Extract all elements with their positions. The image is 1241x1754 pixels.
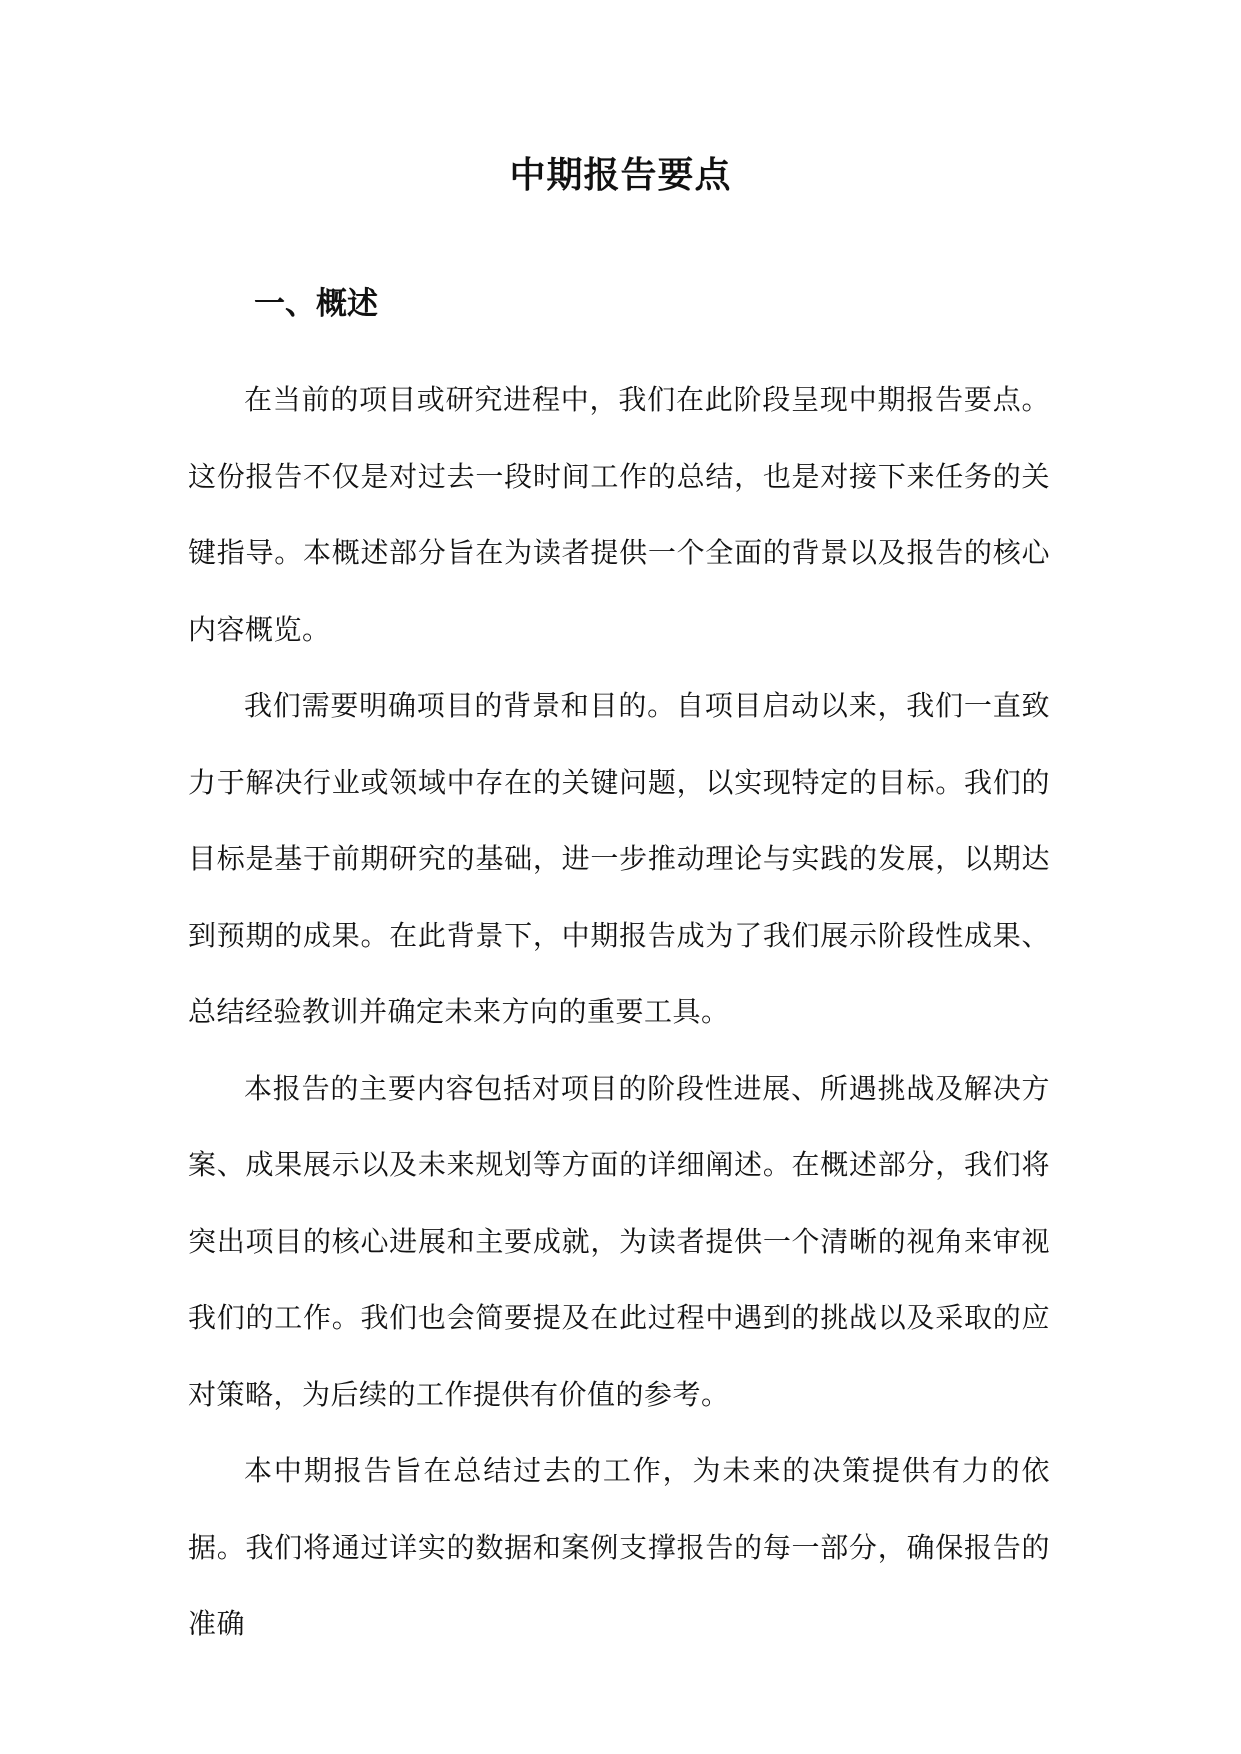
section-body [188,362,1050,1663]
document-title: 中期报告要点 [509,154,732,196]
paragraph-4: 本中期报告旨在总结过去的工作，为未来的决策提供有力的依据。我们将通过详实的数据和案例支撑报告的每一部分，确保报告的准确 [188,1454,1050,1640]
paragraph-2: 我们需要明确项目的背景和目的。自项目启动以来，我们一直致力于解决行业或领域中存在的关键问题，以实现特定的目标。我们的目标是基于前期研究的基础，进一步推动理论与实践的发展，以期达到预期的成果。在此背景下，中期报告成为了我们展示阶段性成果、总结经验教训并确定未来方向的重要工具。 [188,689,1050,1028]
paragraph-1: 在当前的项目或研究进程中，我们在此阶段呈现中期报告要点。这份报告不仅是对过去一段时间工作的总结，也是对接下来任务的关键指导。本概述部分旨在为读者提供一个全面的背景以及报告的核心内容概览。 [188,383,1050,646]
section-heading: 一、概述 [254,286,378,322]
paragraph-3: 本报告的主要内容包括对项目的阶段性进展、所遇挑战及解决方案、成果展示以及未来规划等方面的详细阐述。在概述部分，我们将突出项目的核心进展和主要成就，为读者提供一个清晰的视角来审视我们的工作。我们也会简要提及在此过程中遇到的挑战以及采取的应对策略，为后续的工作提供有价值的参考。 [188,1071,1050,1411]
